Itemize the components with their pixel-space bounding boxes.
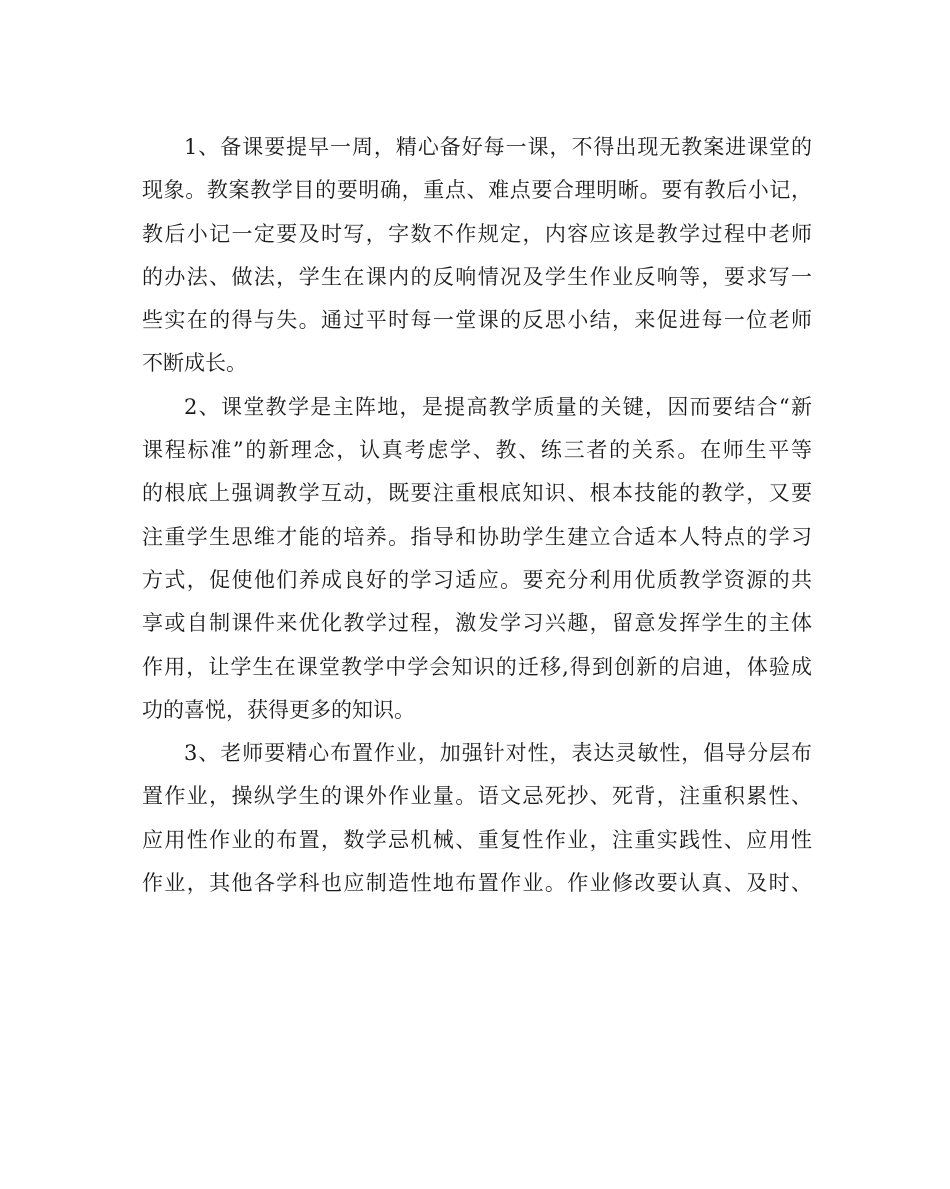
paragraph-1 <box>142 126 812 386</box>
paragraph-line: 2、课堂教学是主阵地，是提高教学质量的关键，因而要结合“新 <box>184 394 812 419</box>
paragraph-line: 作用，让学生在课堂教学中学会知识的迁移,得到创新的启迪，体验成 <box>142 654 812 679</box>
paragraph-line: 现象。教案教学目的要明确，重点、难点要合理明晰。要有教后小记， <box>142 178 812 203</box>
paragraph-line: 置作业，操纵学生的课外作业量。语文忌死抄、死背，注重积累性、 <box>142 784 812 809</box>
paragraph-2 <box>142 386 812 732</box>
paragraph-line: 不断成长。 <box>142 351 247 376</box>
paragraph-line: 教后小记一定要及时写，字数不作规定，内容应该是教学过程中老师 <box>142 221 812 246</box>
paragraph-line: 些实在的得与失。通过平时每一堂课的反思小结，来促进每一位老师 <box>142 308 812 333</box>
paragraph-line: 享或自制课件来优化教学过程，激发学习兴趣，留意发挥学生的主体 <box>142 611 812 636</box>
paragraph-line: 方式，促使他们养成良好的学习适应。要充分利用优质教学资源的共 <box>142 567 812 592</box>
paragraph-line: 的办法、做法，学生在课内的反响情况及学生作业反响等，要求写一 <box>142 264 812 289</box>
document-body <box>142 126 812 905</box>
paragraph-line: 1、备课要提早一周，精心备好每一课，不得出现无教案进课堂的 <box>184 135 812 159</box>
paragraph-line: 的根底上强调教学互动，既要注重根底知识、根本技能的教学，又要 <box>142 481 812 506</box>
paragraph-line: 3、老师要精心布置作业，加强针对性，表达灵敏性，倡导分层布 <box>184 741 812 766</box>
paragraph-line: 功的喜悦，获得更多的知识。 <box>142 697 415 722</box>
paragraph-line: 作业，其他各学科也应制造性地布置作业。作业修改要认真、及时、 <box>142 871 812 896</box>
paragraph-line: 课程标准”的新理念，认真考虑学、教、练三者的关系。在师生平等 <box>142 438 812 463</box>
paragraph-3 <box>142 732 812 905</box>
paragraph-line: 注重学生思维才能的培养。指导和协助学生建立合适本人特点的学习 <box>142 524 812 549</box>
paragraph-line: 应用性作业的布置，数学忌机械、重复性作业，注重实践性、应用性 <box>142 827 812 852</box>
